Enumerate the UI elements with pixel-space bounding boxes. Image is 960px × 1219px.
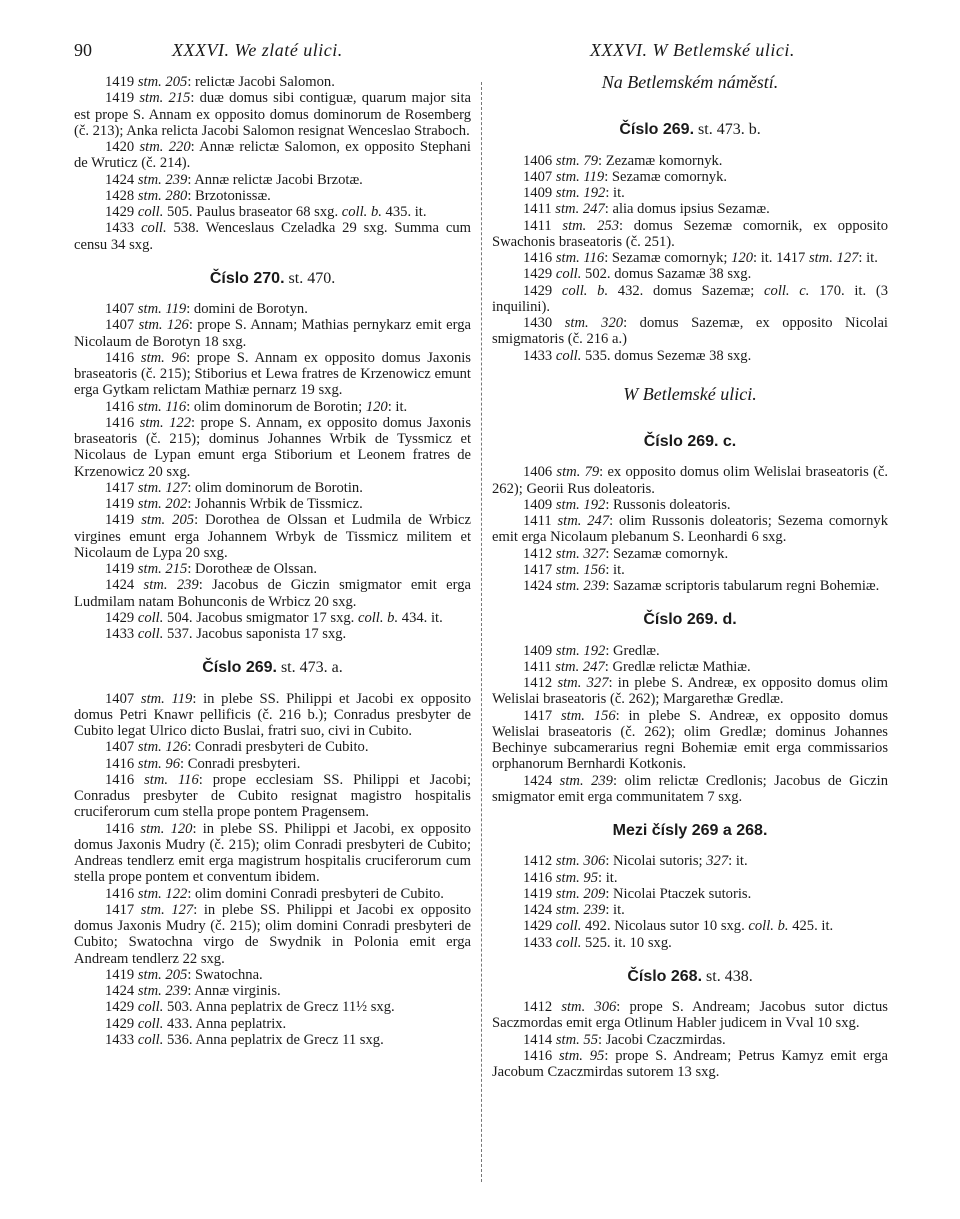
entry-paragraph: 1407 stm. 119: Sezamæ comornyk. <box>523 168 728 185</box>
section-heading <box>492 823 888 839</box>
entry-paragraph: 1424 stm. 239: Annæ relictæ Jacobi Brzotæ. <box>105 171 363 188</box>
entry-paragraph: 1433 coll. 535. domus Sezemæ 38 sxg. <box>523 347 752 364</box>
entry-paragraph: 1424 stm. 239: it. <box>523 902 625 918</box>
entry-paragraph: 1424 stm. 239: Jacobus de Giczin smigmator emit erga Ludmilam natam Bohunconis de Wrbicz 20 sxg. <box>74 577 471 610</box>
entry-paragraph: 1433 coll. 538. Wenceslaus Czeladka 29 sxg. Summa cum censu 34 sxg. <box>74 220 471 253</box>
entry-paragraph: 1411 stm. 247: Gredlæ relictæ Mathiæ. <box>523 658 751 675</box>
entry-paragraph: 1406 stm. 79: ex opposito domus olim Welislai braseatoris (č. 262); Georii Rus doleatoris. <box>492 464 888 497</box>
right-column <box>492 74 888 1080</box>
entry-paragraph: 1416 stm. 122: olim domini Conradi presbyteri de Cubito. <box>105 885 444 902</box>
section-heading <box>74 660 471 676</box>
entry-paragraph: 1407 stm. 126: prope S. Annam; Mathias pernykarz emit erga Nicolaum de Borotyn 18 sxg. <box>74 317 471 350</box>
entry-paragraph: 1407 stm. 119: in plebe SS. Philippi et Jacobi ex opposito domus Petri Knawr pellificis (č. 216 b.); Conradus presbyter de Cubito legat Ulrico dicto Buslai, fratri suo, civi in Cubito. <box>74 690 471 739</box>
entry-paragraph: 1406 stm. 79: Zezamæ komornyk. <box>523 152 723 169</box>
entry-paragraph: 1416 stm. 95: prope S. Andream; Petrus Kamyz emit erga Jacobum Czaczmirdas sutorem 13 sxg. <box>492 1047 888 1080</box>
heading-suffix: st. 473. b. <box>694 121 761 139</box>
entry-paragraph: 1416 stm. 120: in plebe SS. Philippi et Jacobi, ex opposito domus Jaxonis Mudry (č. 215); olim Conradi presbyteri de Cubito; Andreas tendlerz emit erga magistrum hospitalis cruciferorum cum stella prope pontem et conventum ibidem. <box>74 820 471 886</box>
entry-paragraph: 1416 stm. 116: prope ecclesiam SS. Philippi et Jacobi; Conradus presbyter de Cubito resignat magistro hospitalis cruciferorum cum stella prope pontem Pragensem. <box>74 771 471 821</box>
entry-paragraph: 1419 stm. 205: relictæ Jacobi Salomon. <box>105 74 335 90</box>
entry-paragraph: 1407 stm. 126: Conradi presbyteri de Cubito. <box>105 739 369 756</box>
entry-paragraph: 1429 coll. b. 432. domus Sazemæ; coll. c. 170. it. (3 inquilini). <box>492 282 888 315</box>
entry-paragraph: 1411 stm. 247: olim Russonis doleatoris; Sezema comornyk emit erga Nicolaum plebanum S. Leonhardi 6 sxg. <box>492 513 888 546</box>
entry-paragraph: 1412 stm. 306: Nicolai sutoris; 327: it. <box>523 853 748 870</box>
entry-paragraph: 1419 stm. 202: Johannis Wrbik de Tissmicz. <box>105 496 363 512</box>
entry-paragraph: 1414 stm. 55: Jacobi Czaczmirdas. <box>523 1031 726 1048</box>
entry-paragraph: 1412 stm. 327: Sezamæ comornyk. <box>523 545 729 562</box>
street-heading: Na Betlemském náměstí. <box>601 72 779 92</box>
entry-paragraph: 1417 stm. 127: in plebe SS. Philippi et Jacobi ex opposito domus Jaxonis Mudry (č. 215); olim domini Conradi presbyteri de Cubito; Swatochna virgo de Swydnik in Polonia emit erga Andream tendlerz 22 sxg. <box>74 901 471 967</box>
entry-paragraph: 1433 coll. 537. Jacobus saponista 17 sxg. <box>105 626 347 642</box>
heading-suffix: st. 473. a. <box>276 659 343 677</box>
entry-paragraph: 1419 stm. 205: Swatochna. <box>105 966 263 983</box>
heading-number: Číslo 269. <box>202 659 277 677</box>
entry-paragraph: 1429 coll. 505. Paulus braseator 68 sxg. coll. b. 435. it. <box>105 204 427 220</box>
entry-paragraph: 1416 stm. 116: Sezamæ comornyk; 120: it. 1417 stm. 127: it. <box>523 250 878 266</box>
entry-paragraph: 1419 stm. 205: Dorothea de Olssan et Ludmila de Wrbicz virgines emunt erga Johannem Wrbyk de Tissmicz militem et Nicolaum de Lypa 20 sxg. <box>74 512 471 561</box>
section-heading <box>492 612 888 628</box>
entry-paragraph: 1430 stm. 320: domus Sazemæ, ex opposito Nicolai smigmatoris (č. 216 a.) <box>492 315 888 348</box>
heading-number: Číslo 270. <box>209 269 285 287</box>
entry-paragraph: 1424 stm. 239: Sazamæ scriptoris tabularum regni Bohemiæ. <box>523 578 880 594</box>
heading-number: Číslo 268. <box>627 967 703 985</box>
column-divider <box>481 82 482 1182</box>
heading-number: Číslo 269. <box>619 121 695 139</box>
entry-paragraph: 1433 coll. 525. it. 10 sxg. <box>523 934 672 951</box>
entry-paragraph: 1416 stm. 95: it. <box>523 869 618 886</box>
entry-paragraph: 1419 stm. 215: duæ domus sibi contiguæ, quarum major sita est prope S. Annam ex opposito domus dominorum de Rosemberg (č. 213); Anka relicta Jacobi Salomon resignat Wenceslao Straboch. <box>74 90 471 139</box>
running-head-right: XXXVI. W Betlemské ulici. <box>590 40 795 60</box>
entry-paragraph: 1429 coll. 504. Jacobus smigmator 17 sxg. coll. b. 434. it. <box>105 609 443 626</box>
heading-suffix: st. 438. <box>702 967 753 985</box>
entry-paragraph: 1417 stm. 127: olim dominorum de Borotin. <box>105 479 363 496</box>
page-number: 90 <box>74 40 92 60</box>
entry-paragraph: 1428 stm. 280: Brzotonissæ. <box>105 187 271 204</box>
section-heading <box>492 122 888 138</box>
entry-paragraph: 1417 stm. 156: in plebe S. Andreæ, ex opposito domus Welislai braseatoris (č. 262); olim Gredlæ; dominus Johannes Bechinye subcamerarius regni Bohemiæ emit erga commissarios orphanorum Bernhardi Kotkonis. <box>492 707 888 773</box>
entry-paragraph: 1411 stm. 247: alia domus ipsius Sezamæ. <box>523 201 770 218</box>
entry-paragraph: 1416 stm. 96: Conradi presbyteri. <box>105 755 301 772</box>
heading-number: Mezi čísly 269 a 268. <box>612 822 768 839</box>
heading-suffix: st. 470. <box>284 269 336 287</box>
entry-paragraph: 1409 stm. 192: Gredlæ. <box>523 642 660 659</box>
entry-paragraph: 1409 stm. 192: Russonis doleatoris. <box>523 496 731 513</box>
section-heading <box>492 969 888 985</box>
entry-paragraph: 1416 stm. 116: olim dominorum de Borotin; 120: it. <box>105 398 408 415</box>
entry-paragraph: 1416 stm. 96: prope S. Annam ex opposito domus Jaxonis braseatoris (č. 215); Stiborius et Lewa fratres de Krzenowicz emunt erga Gytkam relictam Mathiæ pernarz 19 sxg. <box>74 349 471 399</box>
entry-paragraph: 1407 stm. 119: domini de Borotyn. <box>105 301 308 317</box>
section-heading <box>74 271 471 287</box>
entry-paragraph: 1429 coll. 502. domus Sazamæ 38 sxg. <box>523 266 752 283</box>
entry-paragraph: 1424 stm. 239: olim relictæ Credlonis; Jacobus de Giczin smigmator emit erga communitatem 7 sxg. <box>492 772 889 805</box>
entry-paragraph: 1409 stm. 192: it. <box>523 185 625 201</box>
entry-paragraph: 1429 coll. 503. Anna peplatrix de Grecz 11½ sxg. <box>105 999 395 1016</box>
running-head-left: XXXVI. We zlaté ulici. <box>172 40 343 60</box>
entry-paragraph: 1424 stm. 239: Annæ virginis. <box>105 983 281 999</box>
entry-paragraph: 1419 stm. 215: Dorotheæ de Olssan. <box>105 561 318 577</box>
entry-paragraph: 1429 coll. 433. Anna peplatrix. <box>105 1015 287 1032</box>
entry-paragraph: 1419 stm. 209: Nicolai Ptaczek sutoris. <box>523 885 752 902</box>
left-column <box>74 74 471 1048</box>
entry-paragraph: 1433 coll. 536. Anna peplatrix de Grecz 11 sxg. <box>105 1031 384 1048</box>
section-heading <box>492 434 888 450</box>
street-heading: W Betlemské ulici. <box>623 383 757 404</box>
entry-paragraph: 1411 stm. 253: domus Sezemæ comornik, ex opposito Swachonis braseatoris (č. 251). <box>492 217 888 250</box>
entry-paragraph: 1416 stm. 122: prope S. Annam, ex opposito domus Jaxonis braseatoris (č. 215); dominus Johannes Wrbik de Tyssmicz et Nicolaus de Lypan emunt erga Stiborium et Leonem fratres de Krzenowicz 20 sxg. <box>74 414 471 480</box>
entry-paragraph: 1417 stm. 156: it. <box>523 561 625 578</box>
entry-paragraph: 1420 stm. 220: Annæ relictæ Salomon, ex opposito Stephani de Wruticz (č. 214). <box>74 139 471 172</box>
entry-paragraph: 1429 coll. 492. Nicolaus sutor 10 sxg. coll. b. 425. it. <box>523 918 834 935</box>
entry-paragraph: 1412 stm. 306: prope S. Andream; Jacobus sutor dictus Saczmordas emit erga Otlinum Habler judicem in Vval 10 sxg. <box>492 999 888 1032</box>
heading-number: Číslo 269. d. <box>643 611 737 629</box>
heading-number: Číslo 269. c. <box>643 433 737 450</box>
entry-paragraph: 1412 stm. 327: in plebe S. Andreæ, ex opposito domus olim Welislai braseatoris (č. 262); Margarethæ Gredlæ. <box>492 675 888 708</box>
